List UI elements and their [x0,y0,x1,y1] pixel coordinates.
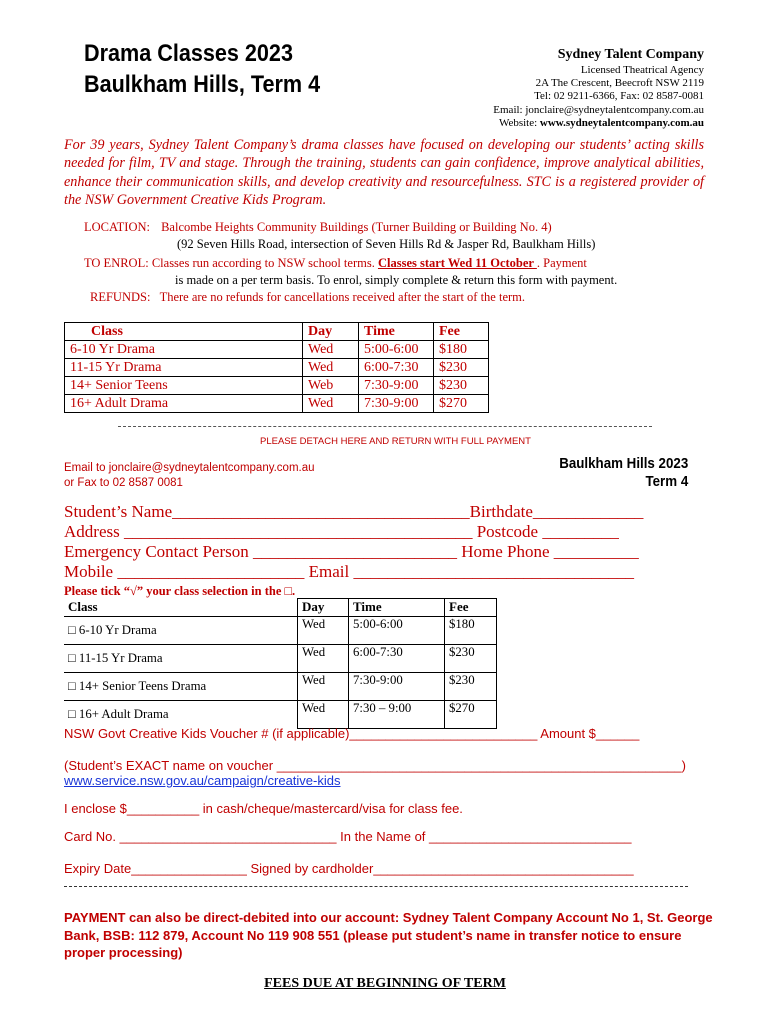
term-location-year: Baulkham Hills 2023 [558,456,688,472]
cell-day: Wed [303,395,359,413]
table-row [64,673,497,701]
cell-time: 5:00-6:00 [349,617,445,645]
website-label: Website: [498,116,540,129]
header-fee: Fee [445,599,497,617]
return-email: Email to jonclaire@sydneytalentcompany.com.au [64,462,315,474]
table-header-row [64,599,497,617]
detach-instruction: PLEASE DETACH HERE AND RETURN WITH FULL PAYMENT [260,436,531,447]
company-name: Sydney Talent Company [557,47,704,62]
cell-day: Wed [298,617,349,645]
enrol-row [84,255,587,272]
cell-time: 6:00-7:30 [349,645,445,673]
student-name-field[interactable]: Student’s Name___________________________________Birthdate_____________ [64,502,644,521]
header-day: Day [303,323,359,341]
header-fee: Fee [434,323,489,341]
cell-time: 7:30-9:00 [349,673,445,701]
fees-due-footer: FEES DUE AT BEGINNING OF TERM [264,976,506,991]
table-row [64,617,497,645]
cell-fee: $180 [445,617,497,645]
section-dashed-line [64,886,688,887]
term-number: Term 4 [645,474,688,490]
table-row [64,701,497,729]
table-row [64,645,497,673]
cell-fee: $230 [445,645,497,673]
creative-kids-link[interactable]: www.service.nsw.gov.au/campaign/creative-kids [64,773,341,788]
location-row [84,219,552,236]
enclose-amount-field[interactable]: I enclose $__________ in cash/cheque/mastercard/visa for class fee. [64,801,463,816]
company-phone: Tel: 02 9211-6366, Fax: 02 8587-0081 [534,90,704,103]
enrol-text-c: . Payment [536,256,587,270]
cell-class: 14+ Senior Teens [65,377,303,395]
return-fax: or Fax to 02 8587 0081 [64,477,183,489]
enrol-text-2: is made on a per term basis. To enrol, simply complete & return this form with payment. [175,273,618,287]
cell-fee: $230 [434,377,489,395]
class-checkbox-option[interactable]: □ 14+ Senior Teens Drama [64,673,298,701]
cell-time: 5:00-6:00 [359,341,434,359]
cell-day: Web [303,377,359,395]
enrol-label: TO ENROL [84,256,146,270]
location-value: Balcombe Heights Community Buildings (Turner Building or Building No. 4) [161,220,552,234]
header-day: Day [298,599,349,617]
page-title [84,38,320,100]
refunds-row [90,289,525,306]
card-number-field[interactable]: Card No. ______________________________ In the Name of ____________________________ [64,829,632,844]
cell-fee: $270 [445,701,497,729]
cell-time: 7:30-9:00 [359,395,434,413]
location-label: LOCATION: [84,220,150,234]
emergency-contact-field[interactable]: Emergency Contact Person ________________________ Home Phone __________ [64,542,639,561]
voucher-field[interactable]: NSW Govt Creative Kids Voucher # (if applicable)__________________________ Amount $______ [64,726,640,741]
class-checkbox-option[interactable]: □ 6-10 Yr Drama [64,617,298,645]
class-schedule-table [64,322,489,413]
payment-note: PAYMENT can also be direct-debited into our account: Sydney Talent Company Account No 1, St. George Bank, BSB: 112 879, Account No 119 908 551 (please put student’s name in transfer notice to ensure proper processing) [64,910,713,960]
table-row [65,359,489,377]
mobile-email-field[interactable]: Mobile ______________________ Email _________________________________ [64,562,634,581]
intro-paragraph: For 39 years, Sydney Talent Company’s drama classes have focused on developing our students’ acting skills needed for film, TV and stage. Through the training, students can gain confidence, improve analytical abilities, enhance their communication skills, and develop creativity and resourcefulness. STC is a registered provider of the NSW Government Creative Kids Program. [64,137,704,208]
company-info [493,46,704,130]
detach-dashed-line [118,426,652,427]
table-row [65,377,489,395]
class-checkbox-option[interactable]: □ 16+ Adult Drama [64,701,298,729]
return-contact [64,461,315,491]
cell-fee: $230 [445,673,497,701]
refunds-label: REFUNDS: [90,290,151,304]
cell-day: Wed [303,359,359,377]
cell-class: 16+ Adult Drama [65,395,303,413]
table-row [65,395,489,413]
cell-time: 7:30-9:00 [359,377,434,395]
cell-day: Wed [298,673,349,701]
header-time: Time [349,599,445,617]
company-line-1: Licensed Theatrical Agency [580,64,704,76]
cell-class: 6-10 Yr Drama [65,341,303,359]
cell-time: 6:00-7:30 [359,359,434,377]
cell-time: 7:30 – 9:00 [349,701,445,729]
header-class: Class [65,323,303,341]
table-row [65,341,489,359]
voucher-name-field[interactable]: (Student’s EXACT name on voucher ________________________________________________________) [64,758,686,773]
expiry-signature-field[interactable]: Expiry Date________________ Signed by cardholder____________________________________ [64,861,634,876]
cell-fee: $230 [434,359,489,377]
title-line-1: Drama Classes 2023 [84,40,293,67]
term-heading [559,455,688,491]
class-start-date: Classes start Wed 11 October [377,256,537,270]
cell-fee: $180 [434,341,489,359]
cell-day: Wed [298,701,349,729]
student-details-form [64,502,643,582]
class-checkbox-option[interactable]: □ 11-15 Yr Drama [64,645,298,673]
cell-class: 11-15 Yr Drama [65,359,303,377]
cell-day: Wed [303,341,359,359]
header-class: Class [64,599,298,617]
title-line-2: Baulkham Hills, Term 4 [84,71,321,98]
class-selection-table [64,598,497,729]
location-address: (92 Seven Hills Road, intersection of Seven Hills Rd & Jasper Rd, Baulkham Hills) [177,237,596,251]
refunds-value: There are no refunds for cancellations received after the start of the term. [159,290,526,304]
header-time: Time [359,323,434,341]
address-field[interactable]: Address _________________________________________ Postcode _________ [64,522,619,541]
cell-fee: $270 [434,395,489,413]
tick-instruction: Please tick “√” your class selection in the □. [64,584,296,598]
website-url[interactable]: www.sydneytalentcompany.com.au [539,116,704,129]
table-header-row [65,323,489,341]
company-website-row [493,117,704,130]
company-email: Email: jonclaire@sydneytalentcompany.com.au [493,103,704,116]
enrol-text-a: : Classes run according to NSW school terms. [145,256,378,270]
company-line-2: 2A The Crescent, Beecroft NSW 2119 [535,77,704,90]
cell-day: Wed [298,645,349,673]
